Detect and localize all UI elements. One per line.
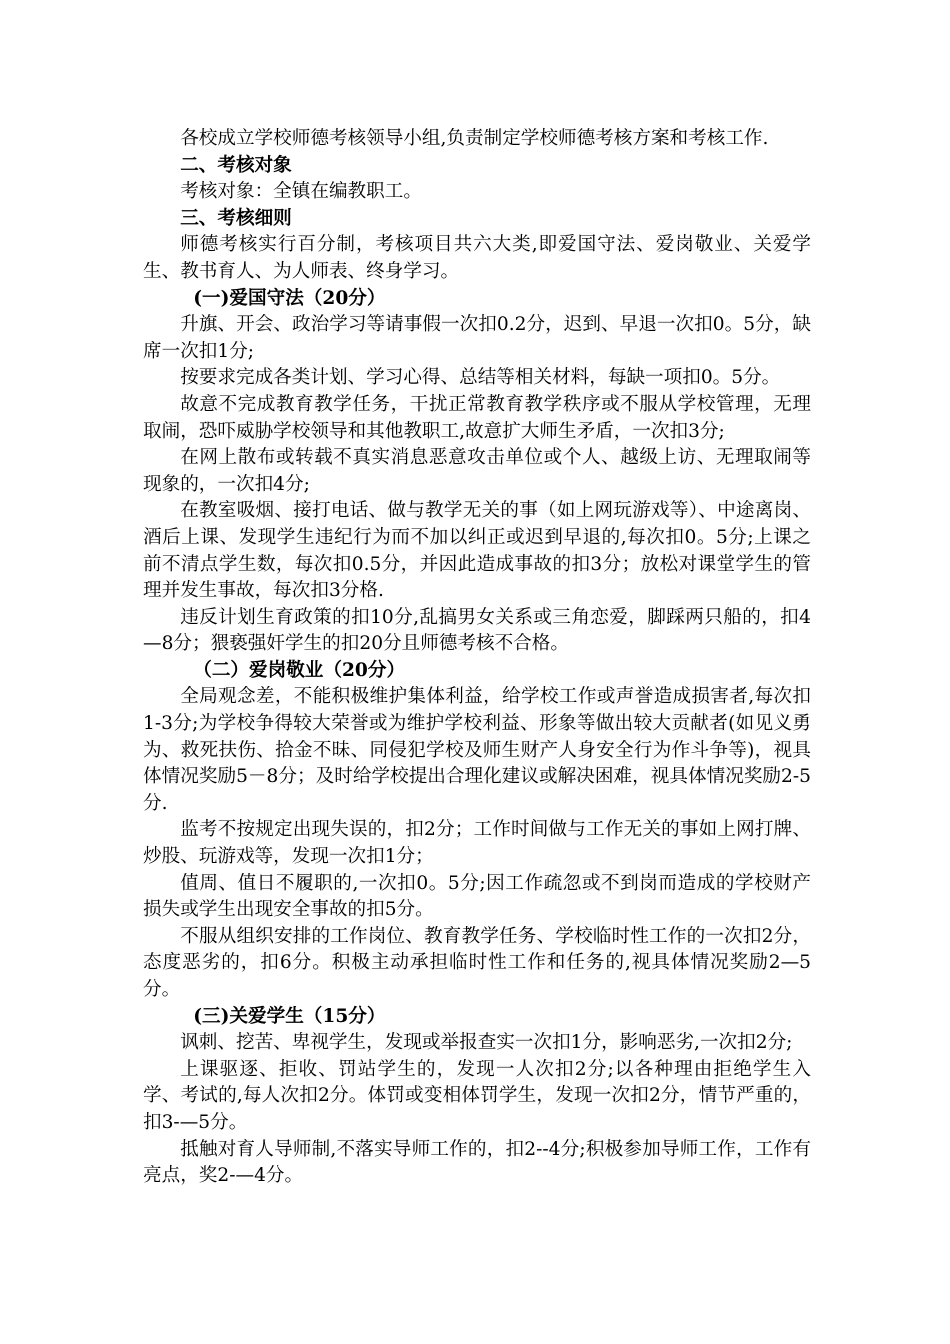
paragraph-expelling-students: 上课驱逐、拒收、罚站学生的，发现一人次扣2分;以各种理由拒绝学生入学、考试的,每人次扣2分。体罚或变相体罚学生，发现一次扣2分，情节严重的，扣3-—5分。 — [143, 1058, 811, 1133]
paragraph-exam-invigilation: 监考不按规定出现失误的，扣2分；工作时间做与工作无关的事如上网打牌、炒股、玩游戏等，发现一次扣1分； — [143, 819, 811, 868]
subheading-caring-students: (三)关爱学生（15分） — [193, 1005, 386, 1027]
document-page — [143, 126, 811, 1190]
paragraph-plans-materials: 按要求完成各类计划、学习心得、总结等相关材料，每缺一项扣0。5分。 — [180, 367, 781, 389]
heading-assessment-rules: 三、考核细则 — [180, 207, 292, 229]
paragraph-classroom-conduct: 在教室吸烟、接打电话、做与教学无关的事（如上网玩游戏等）、中途离岗、酒后上课、发现学生违纪行为而不加以纠正或迟到早退的,每次扣0。5分;上课之前不清点学生数，每次扣0.5分，并因此造成事故的扣3分；放松对课堂学生的管理并发生事故，每次扣3分格. — [143, 500, 811, 602]
paragraph-scoring-system: 师德考核实行百分制，考核项目共六大类,即爱国守法、爱岗敬业、关爱学生、教书育人、为人师表、终身学习。 — [143, 234, 811, 282]
paragraph-obey-arrangement: 不服从组织安排的工作岗位、教育教学任务、学校临时性工作的一次扣2分，态度恶劣的，扣6分。积极主动承担临时性工作和任务的,视具体情况奖励2—5分。 — [143, 925, 811, 1000]
paragraph-online-rumors: 在网上散布或转载不真实消息恶意攻击单位或个人、越级上访、无理取闹等现象的，一次扣4分; — [143, 447, 811, 495]
paragraph-tutor-system: 抵触对育人导师制,不落实导师工作的，扣2--4分;积极参加导师工作，工作有亮点，奖2-—4分。 — [143, 1138, 811, 1187]
paragraph-flag-meeting-leave: 升旗、开会、政治学习等请事假一次扣0.2分，迟到、早退一次扣0。5分，缺席一次扣1分; — [143, 314, 811, 362]
paragraph-mocking-students: 讽刺、挖苦、卑视学生，发现或举报查实一次扣1分，影响恶劣,一次扣2分; — [180, 1032, 793, 1054]
subheading-job-dedication: （二）爱岗敬业（20分） — [193, 659, 406, 681]
paragraph-family-planning: 违反计划生育政策的扣10分,乱搞男女关系或三角恋爱，脚踩两只船的，扣4—8分；猥亵强奸学生的扣20分且师德考核不合格。 — [143, 606, 811, 655]
paragraph-assessment-target: 考核对象：全镇在编教职工。 — [180, 181, 422, 203]
paragraph-duty-week: 值周、值日不履职的,一次扣0。5分;因工作疏忽或不到岗而造成的学校财产损失或学生出现安全事故的扣5分。 — [143, 872, 811, 921]
heading-assessment-target: 二、考核对象 — [180, 154, 292, 176]
paragraph-collective-interest: 全局观念差，不能积极维护集体利益，给学校工作或声誉造成损害者,每次扣1-3分;为学校争得较大荣誉或为维护学校利益、形象等做出较大贡献者(如见义勇为、救死扶伤、拾金不昧、同侵犯学校及师生财产人身安全行为作斗争等)，视具体情况奖励5－8分；及时给学校提出合理化建议或解决困难，视具体情况奖励2-5分. — [143, 686, 811, 814]
paragraph-leadership-group: 各校成立学校师德考核领导小组,负责制定学校师德考核方案和考核工作. — [180, 128, 769, 149]
subheading-patriotism-law: (一)爱国守法（20分） — [193, 287, 386, 309]
paragraph-teaching-tasks: 故意不完成教育教学任务，干扰正常教育教学秩序或不服从学校管理，无理取闹，恐吓威胁学校领导和其他教职工,故意扩大师生矛盾，一次扣3分; — [143, 393, 811, 442]
